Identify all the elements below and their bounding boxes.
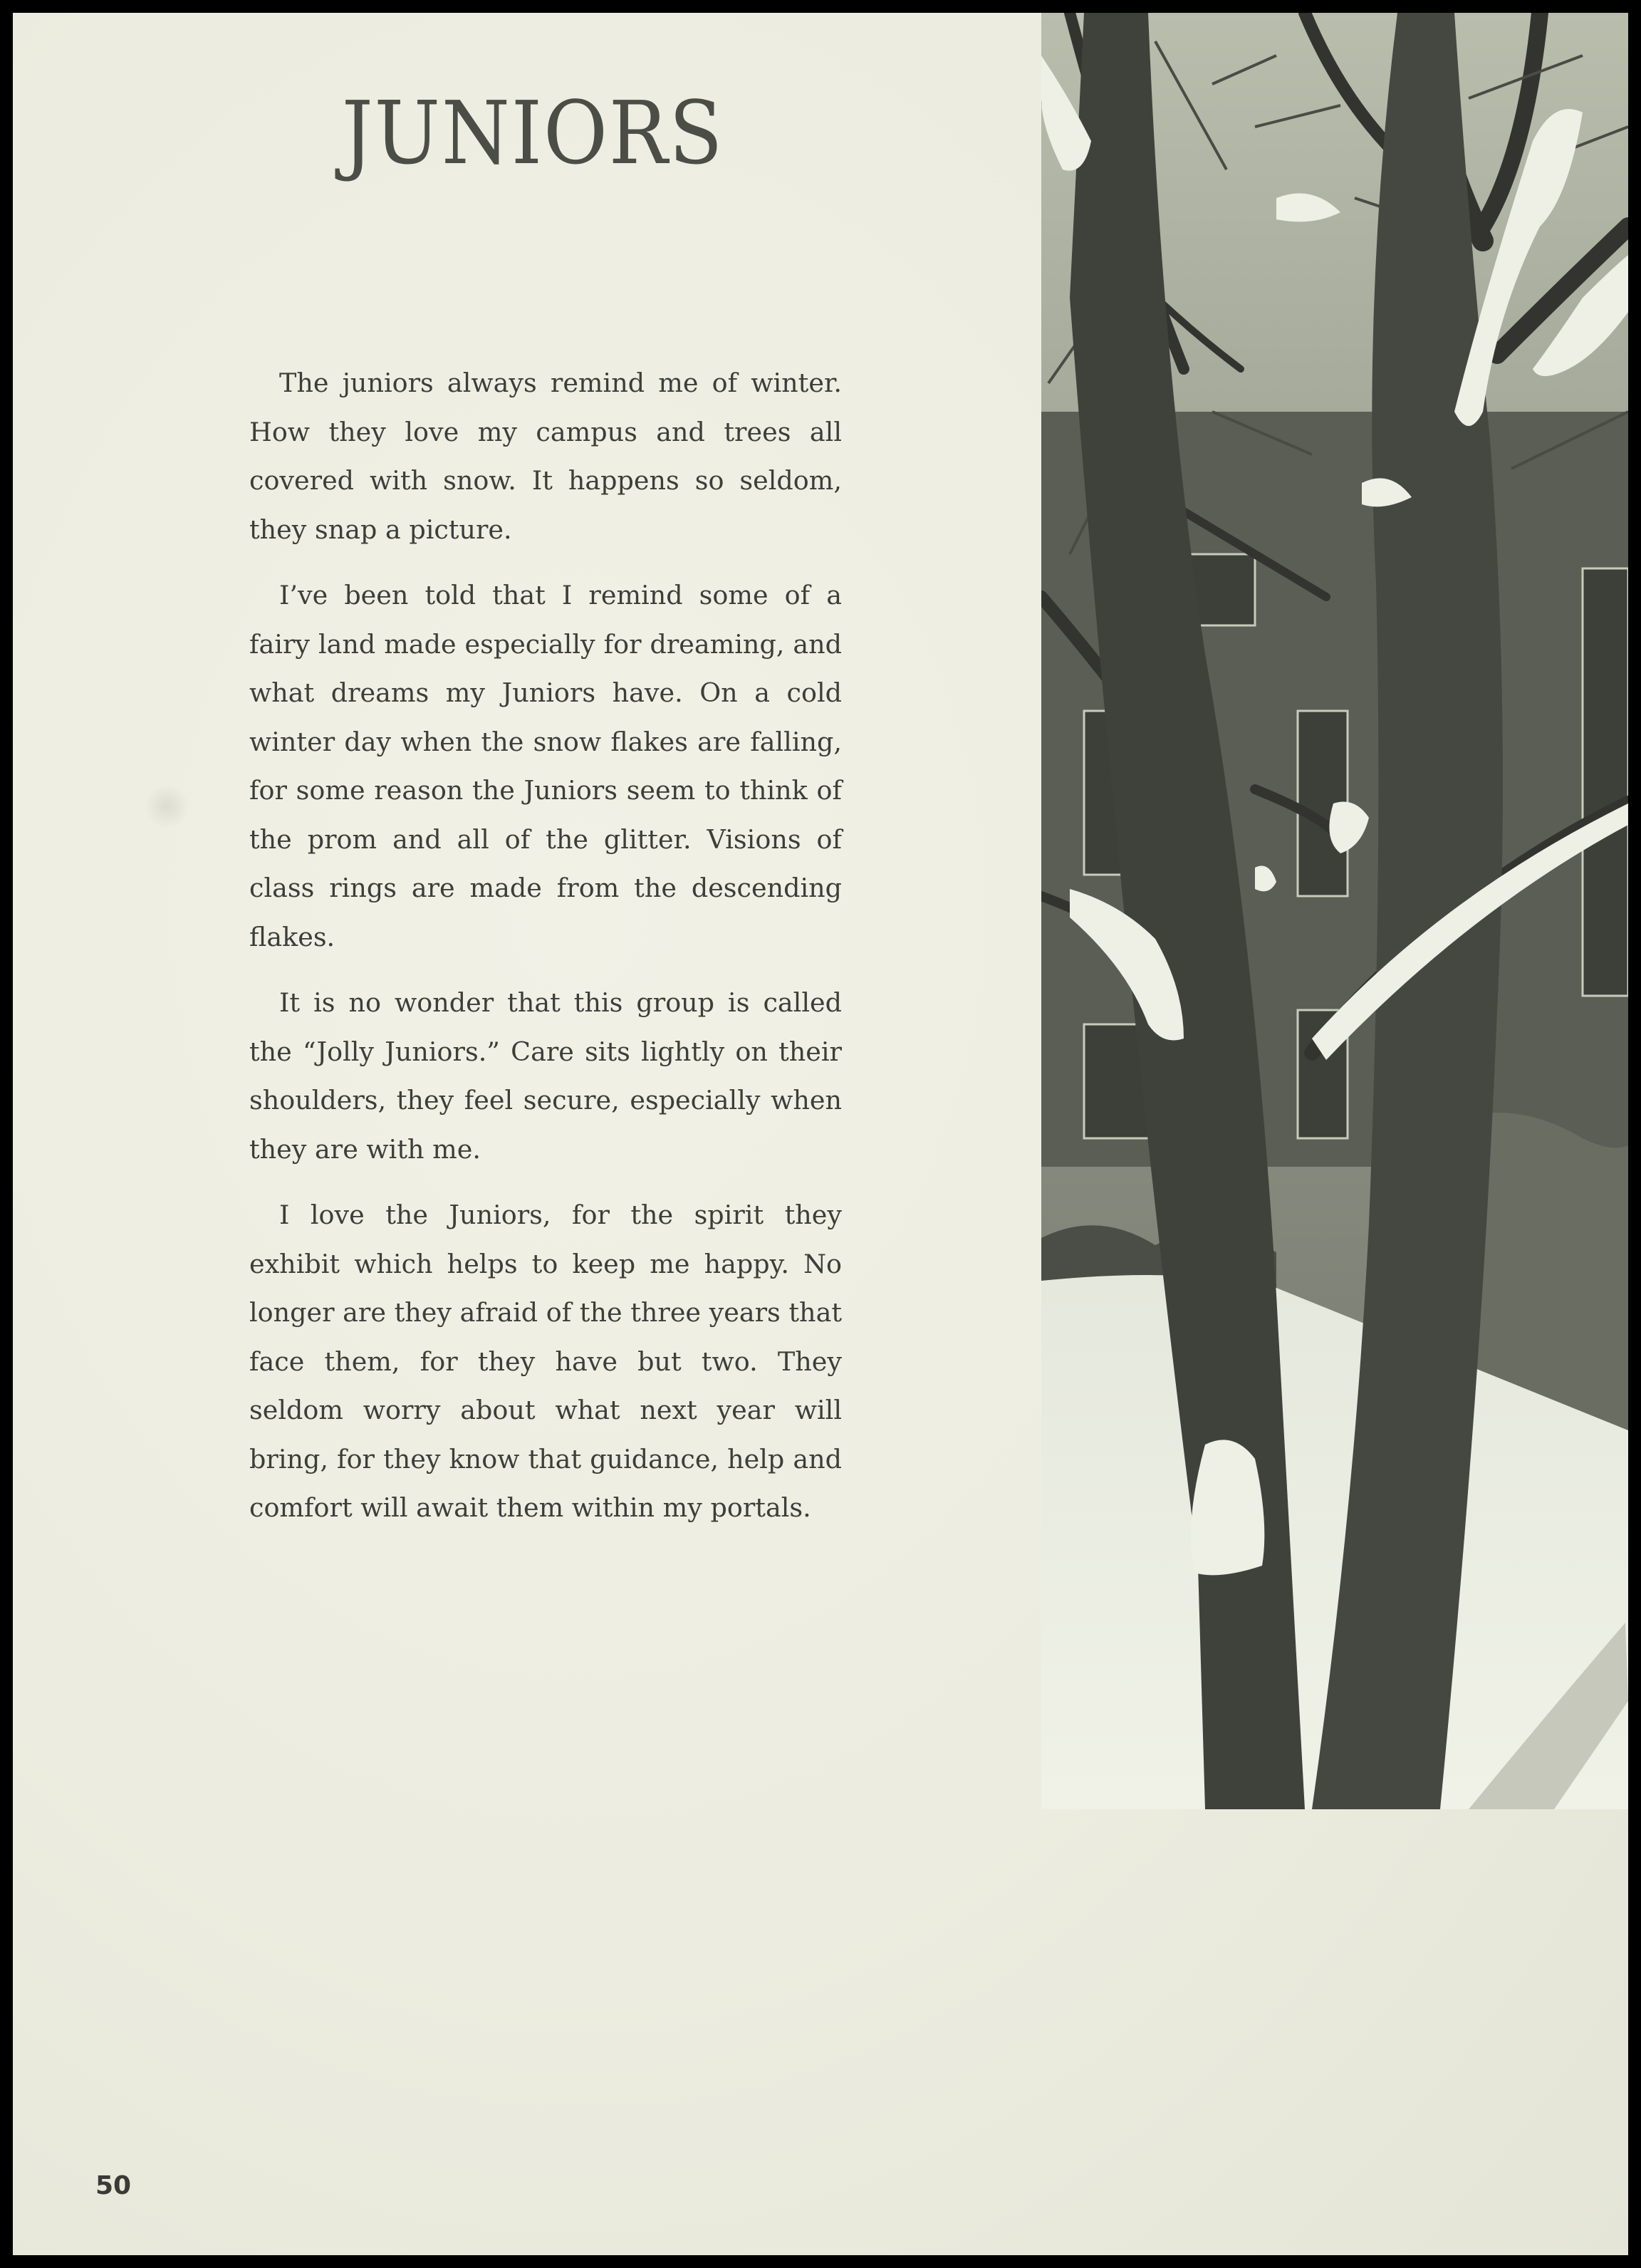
paragraph-4: I love the Juniors, for the spirit they exhibit which helps to keep me happy. No longer are they afraid of the three years that face them, for they have but two. They seldom worry about what next year will bring, for they know that guidance, help and comfort will await them within my portals. bbox=[249, 1200, 842, 1523]
yearbook-page bbox=[13, 13, 1628, 2255]
paragraph-3: It is no wonder that this group is called the “Jolly Juniors.” Care sits lightly on their shoulders, they feel secure, especially when they are with me. bbox=[249, 987, 842, 1165]
paper-smudge bbox=[144, 784, 189, 829]
paragraph-2: I’ve been told that I remind some of a fairy land made especially for dreaming, and what dreams my Juniors have. On a cold winter day when the snow flakes are falling, for some reason the Juniors seem to think of the prom and all of the glitter. Visions of class rings are made from the descending flakes. bbox=[249, 580, 842, 952]
body-text bbox=[249, 359, 842, 1550]
page-title: JUNIORS bbox=[341, 83, 724, 184]
page-number: 50 bbox=[95, 2171, 132, 2200]
snow-covered-trees-photo bbox=[1041, 13, 1628, 1809]
paragraph-1: The juniors always remind me of winter. How they love my campus and trees all covered with snow. It happens so seldom, they snap a picture. bbox=[249, 368, 842, 545]
